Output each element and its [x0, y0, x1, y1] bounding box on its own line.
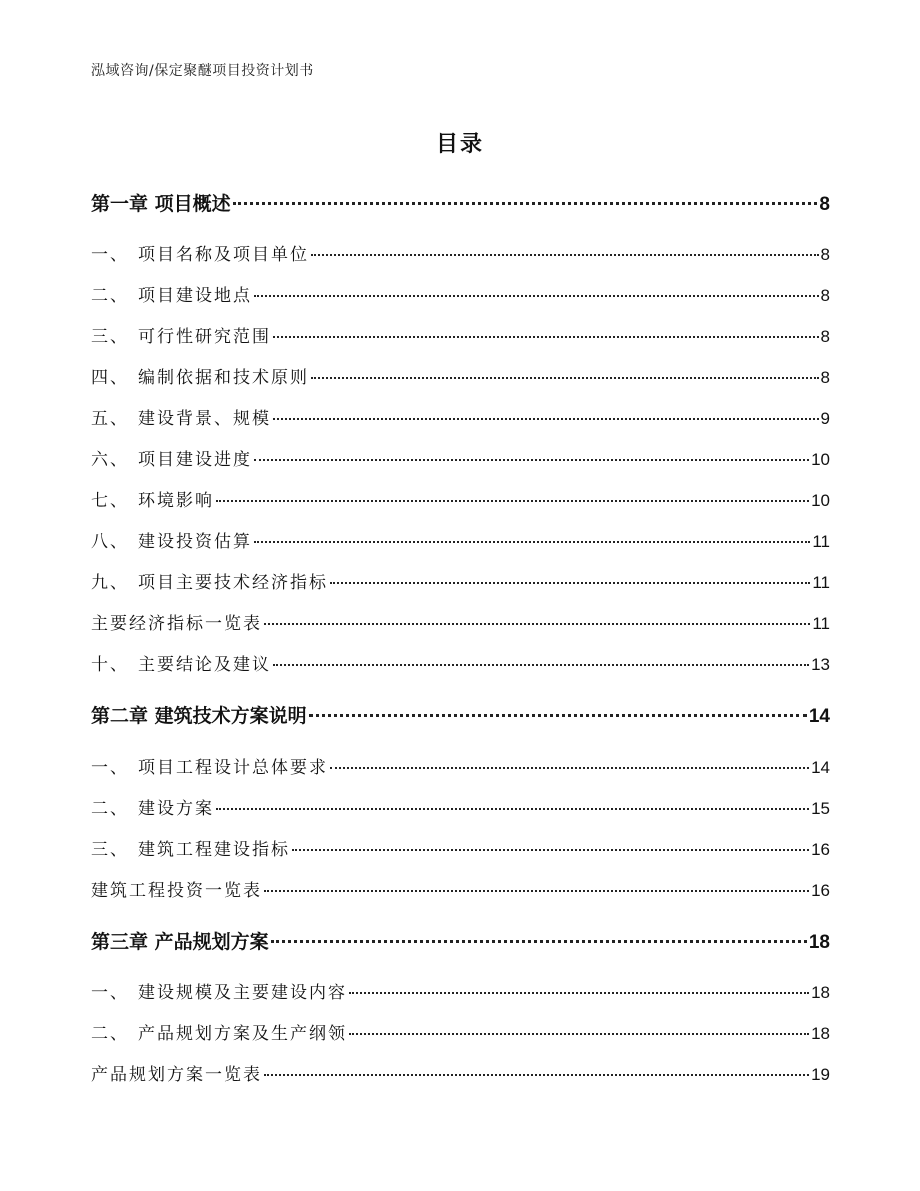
toc-leader-dots: [264, 1074, 809, 1076]
toc-page-number: 14: [808, 706, 830, 727]
toc-leader-dots: [311, 254, 819, 256]
toc-page-number: 11: [812, 614, 830, 633]
toc-entry-label: [91, 701, 307, 728]
toc-section-entry[interactable]: [91, 363, 830, 388]
toc-entry-number: 六、: [91, 450, 129, 470]
toc-entry-text: 编制依据和技术原则: [138, 368, 309, 388]
toc-entry-number: 九、: [91, 573, 129, 593]
toc-entry-number: 四、: [91, 368, 129, 388]
toc-entry-text: 建筑技术方案说明: [154, 705, 307, 727]
toc-entry-label: [91, 1060, 262, 1085]
toc-page-number: 18: [811, 1024, 830, 1043]
toc-entry-number: 第三章: [91, 931, 149, 953]
toc-leader-dots: [216, 808, 809, 810]
toc-entry-text: 项目主要技术经济指标: [138, 573, 328, 593]
toc-entry-label: [91, 876, 262, 901]
toc-section-entry[interactable]: [91, 650, 830, 675]
toc-entry-text: 建筑工程投资一览表: [91, 881, 262, 901]
toc-page-number: 8: [820, 245, 830, 264]
toc-section-entry[interactable]: [91, 1060, 830, 1085]
toc-section-entry[interactable]: [91, 753, 830, 778]
toc-page-number: 18: [811, 983, 830, 1002]
toc-leader-dots: [292, 849, 809, 851]
toc-leader-dots: [273, 664, 809, 666]
toc-entry-number: 五、: [91, 409, 129, 429]
toc-entry-label: [91, 189, 231, 216]
toc-page-number: 16: [811, 840, 830, 859]
toc-entry-label: [91, 486, 214, 511]
toc-page-number: 11: [812, 573, 830, 592]
toc-entry-text: 建设投资估算: [138, 532, 252, 552]
toc-leader-dots: [330, 767, 809, 769]
toc-entry-number: 十、: [91, 655, 129, 675]
toc-page-number: 18: [808, 932, 830, 953]
toc-entry-text: 主要结论及建议: [138, 655, 271, 675]
toc-leader-dots: [264, 890, 809, 892]
toc-section-entry[interactable]: [91, 527, 830, 552]
toc-entry-text: 建设规模及主要建设内容: [138, 983, 347, 1003]
toc-entry-label: [91, 404, 271, 429]
toc-section-entry[interactable]: [91, 835, 830, 860]
toc-entry-text: 产品规划方案及生产纲领: [138, 1024, 347, 1044]
toc-leader-dots: [254, 459, 809, 461]
toc-page-number: 14: [811, 758, 830, 777]
toc-entry-text: 可行性研究范围: [138, 327, 271, 347]
toc-entry-number: 二、: [91, 286, 129, 306]
toc-page-number: 8: [820, 286, 830, 305]
toc-entry-text: 项目建设地点: [138, 286, 252, 306]
toc-entry-text: 项目概述: [154, 193, 231, 215]
toc-leader-dots: [311, 377, 819, 379]
toc-entry-number: 第二章: [91, 705, 149, 727]
toc-leader-dots: [349, 992, 809, 994]
toc-entry-label: [91, 281, 252, 306]
toc-leader-dots: [349, 1033, 809, 1035]
toc-entry-number: 一、: [91, 758, 129, 778]
toc-entry-number: 一、: [91, 983, 129, 1003]
toc-entry-label: [91, 794, 214, 819]
toc-entry-label: [91, 568, 328, 593]
toc-page-number: 10: [811, 450, 830, 469]
toc-entry-text: 环境影响: [138, 491, 214, 511]
toc-section-entry[interactable]: [91, 978, 830, 1003]
toc-section-entry[interactable]: [91, 1019, 830, 1044]
toc-section-entry[interactable]: [91, 445, 830, 470]
toc-entry-text: 建设背景、规模: [138, 409, 271, 429]
toc-section-entry[interactable]: [91, 568, 830, 593]
toc-section-entry[interactable]: [91, 794, 830, 819]
toc-entry-number: 一、: [91, 245, 129, 265]
toc-entry-number: 第一章: [91, 193, 149, 215]
toc-page-number: 10: [811, 491, 830, 510]
toc-page-number: 16: [811, 881, 830, 900]
toc-entry-label: [91, 1019, 347, 1044]
toc-entry-number: 七、: [91, 491, 129, 511]
toc-entry-label: [91, 835, 290, 860]
toc-entry-number: 二、: [91, 799, 129, 819]
toc-entry-label: [91, 240, 309, 265]
toc-section-entry[interactable]: [91, 609, 830, 634]
toc-entry-number: 二、: [91, 1024, 129, 1044]
toc-section-entry[interactable]: [91, 322, 830, 347]
toc-section-entry[interactable]: [91, 486, 830, 511]
toc-entry-text: 项目建设进度: [138, 450, 252, 470]
toc-page-number: 8: [820, 368, 830, 387]
toc-entry-text: 建筑工程建设指标: [138, 840, 290, 860]
toc-page-number: 11: [812, 532, 830, 551]
toc-leader-dots: [273, 336, 819, 338]
toc-entry-label: [91, 363, 309, 388]
toc-section-entry[interactable]: [91, 281, 830, 306]
toc-chapter-entry[interactable]: [91, 927, 830, 954]
toc-entry-label: [91, 609, 262, 634]
document-header: 泓域咨询/保定聚醚项目投资计划书: [91, 63, 314, 79]
toc-page-number: 15: [811, 799, 830, 818]
toc-entry-number: 八、: [91, 532, 129, 552]
toc-entry-label: [91, 322, 271, 347]
toc-entry-label: [91, 527, 252, 552]
toc-entry-label: [91, 445, 252, 470]
toc-entry-text: 建设方案: [138, 799, 214, 819]
toc-section-entry[interactable]: [91, 404, 830, 429]
toc-entry-number: 三、: [91, 327, 129, 347]
toc-entry-label: [91, 753, 328, 778]
toc-leader-dots: [216, 500, 809, 502]
toc-leader-dots: [233, 202, 818, 205]
toc-leader-dots: [273, 418, 819, 420]
toc-page-number: 19: [811, 1065, 830, 1084]
toc-page-number: 8: [819, 194, 830, 215]
toc-entry-text: 产品规划方案: [154, 931, 269, 953]
toc-leader-dots: [330, 582, 810, 584]
toc-chapter-entry[interactable]: [91, 189, 830, 216]
toc-entry-text: 产品规划方案一览表: [91, 1065, 262, 1085]
toc-leader-dots: [271, 940, 807, 943]
toc-entry-label: [91, 927, 269, 954]
toc-leader-dots: [254, 541, 810, 543]
toc-entry-text: 项目名称及项目单位: [138, 245, 309, 265]
toc-entry-text: 项目工程设计总体要求: [138, 758, 328, 778]
toc-title: 目录: [435, 132, 484, 157]
toc-page-number: 8: [820, 327, 830, 346]
toc-section-entry[interactable]: [91, 876, 830, 901]
toc-chapter-entry[interactable]: [91, 701, 830, 728]
toc-entry-number: 三、: [91, 840, 129, 860]
toc-entry-label: [91, 650, 271, 675]
toc-entry-text: 主要经济指标一览表: [91, 614, 262, 634]
toc-leader-dots: [254, 295, 819, 297]
toc-section-entry[interactable]: [91, 240, 830, 265]
toc-page-number: 9: [820, 409, 830, 428]
toc-entry-label: [91, 978, 347, 1003]
toc-page-number: 13: [811, 655, 830, 674]
toc-leader-dots: [309, 714, 807, 717]
toc-leader-dots: [264, 623, 810, 625]
